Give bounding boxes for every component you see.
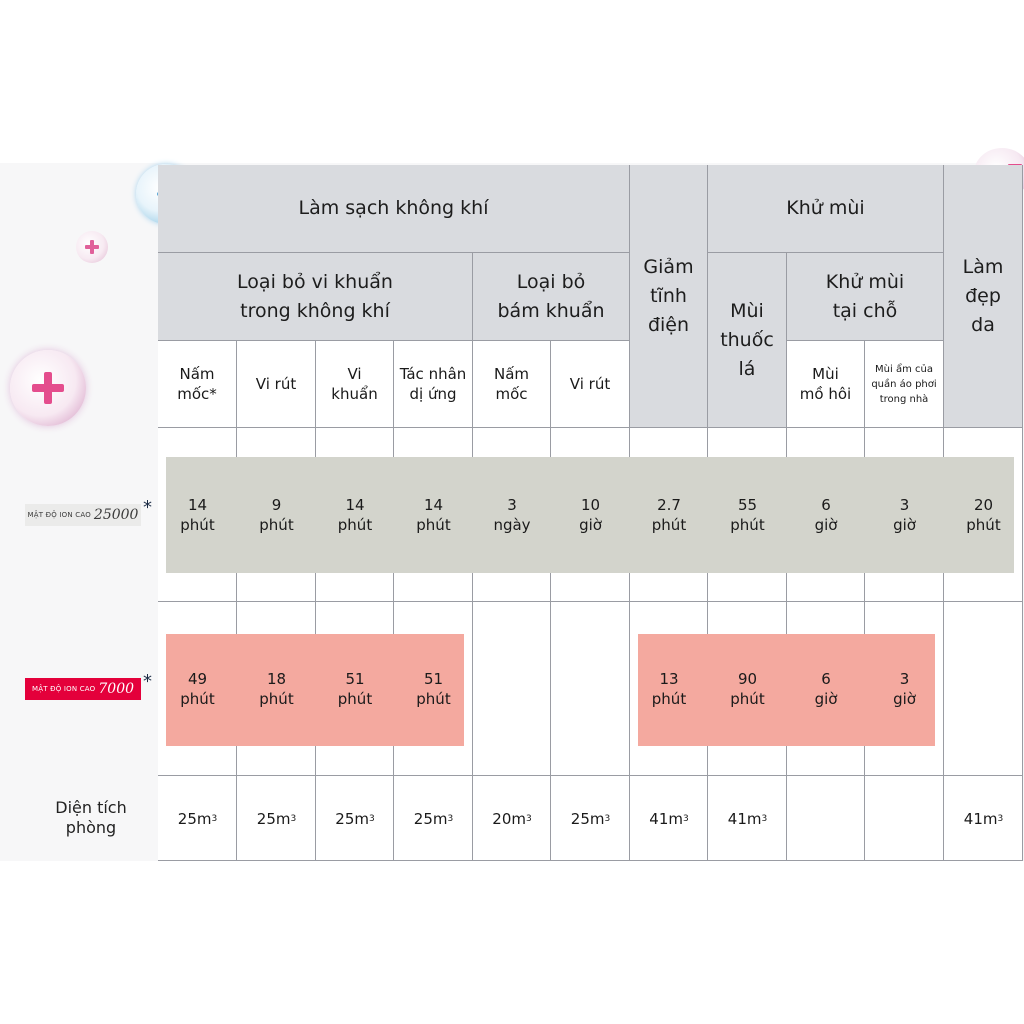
header-air-purification: Làm sạch không khí [158,165,630,253]
value-ion25000: 20 phút [966,496,1001,534]
value-ion7000 [551,602,630,776]
value-room-size [865,776,944,861]
col-laundry-odor: Mùi ẩm của quần áo phơi trong nhà [865,341,944,428]
value-ion25000: 10 giờ [579,496,602,534]
badge-ion7000: MẬT ĐỘ ION CAO 7000 [25,678,141,700]
col-bacteria: Vi khuẩn [316,341,394,428]
value-ion7000: 6 giờ [814,670,838,708]
plus-ion-bubble-large-icon [10,350,86,426]
row-label-room-size: Diện tích phòng [55,798,127,837]
value-room-size: 25m 3 [177,809,218,828]
asterisk-ion25000: * [143,497,152,518]
col-virus: Vi rút [237,341,316,428]
value-ion25000: 2.7 phút [651,496,687,534]
header-static-reduction: Giảm tĩnh điện [630,165,708,428]
value-room-size: 25m 3 [335,809,375,828]
value-room-size: 41m 3 [963,809,1004,828]
header-spot-deodorize: Khử mùi tại chỗ [787,253,944,341]
col-virus-adhered: Vi rút [551,341,630,428]
value-ion7000 [473,602,551,776]
col-mold-adhered: Nấm mốc [473,341,551,428]
col-sweat-odor: Mùi mồ hôi [787,341,865,428]
value-ion25000: 14 phút [337,496,373,534]
value-ion7000: 3 giờ [893,670,916,708]
value-ion7000: 51 phút [337,670,373,708]
value-ion25000: 6 giờ [814,496,838,534]
value-ion25000: 14 phút [180,496,215,534]
asterisk-ion7000: * [143,671,152,692]
value-room-size: 41m 3 [727,809,768,828]
header-adhered-bacteria: Loại bỏ bám khuẩn [473,253,630,341]
value-ion7000 [944,602,1023,776]
col-mold: Nấm mốc* [158,341,237,428]
value-room-size: 25m 3 [570,809,611,828]
value-ion7000: 51 phút [416,670,451,708]
plus-ion-bubble-small-icon [76,231,108,263]
header-skin-beauty: Làm đẹp da [944,165,1023,428]
value-ion25000: 3 giờ [893,496,916,534]
value-ion25000: 3 ngày [493,496,531,534]
value-ion25000: 55 phút [730,496,765,534]
value-room-size: 41m 3 [649,809,689,828]
value-ion7000: 13 phút [651,670,687,708]
value-room-size: 20m 3 [492,809,532,828]
value-room-size: 25m 3 [413,809,454,828]
header-deodorize: Khử mùi [708,165,944,253]
value-ion25000: 9 phút [259,496,294,534]
badge-ion25000: MẬT ĐỘ ION CAO 25000 [25,504,141,526]
value-ion7000: 18 phút [259,670,294,708]
value-room-size: 25m 3 [256,809,297,828]
header-cigarette-odor: Mùi thuốc lá [708,253,787,428]
header-airborne-bacteria: Loại bỏ vi khuẩn trong không khí [158,253,473,341]
comparison-table [158,165,1023,861]
col-allergen: Tác nhân dị ứng [394,341,473,428]
value-room-size [787,776,865,861]
value-ion7000: 90 phút [730,670,765,708]
value-ion25000: 14 phút [416,496,451,534]
value-ion7000: 49 phút [180,670,215,708]
